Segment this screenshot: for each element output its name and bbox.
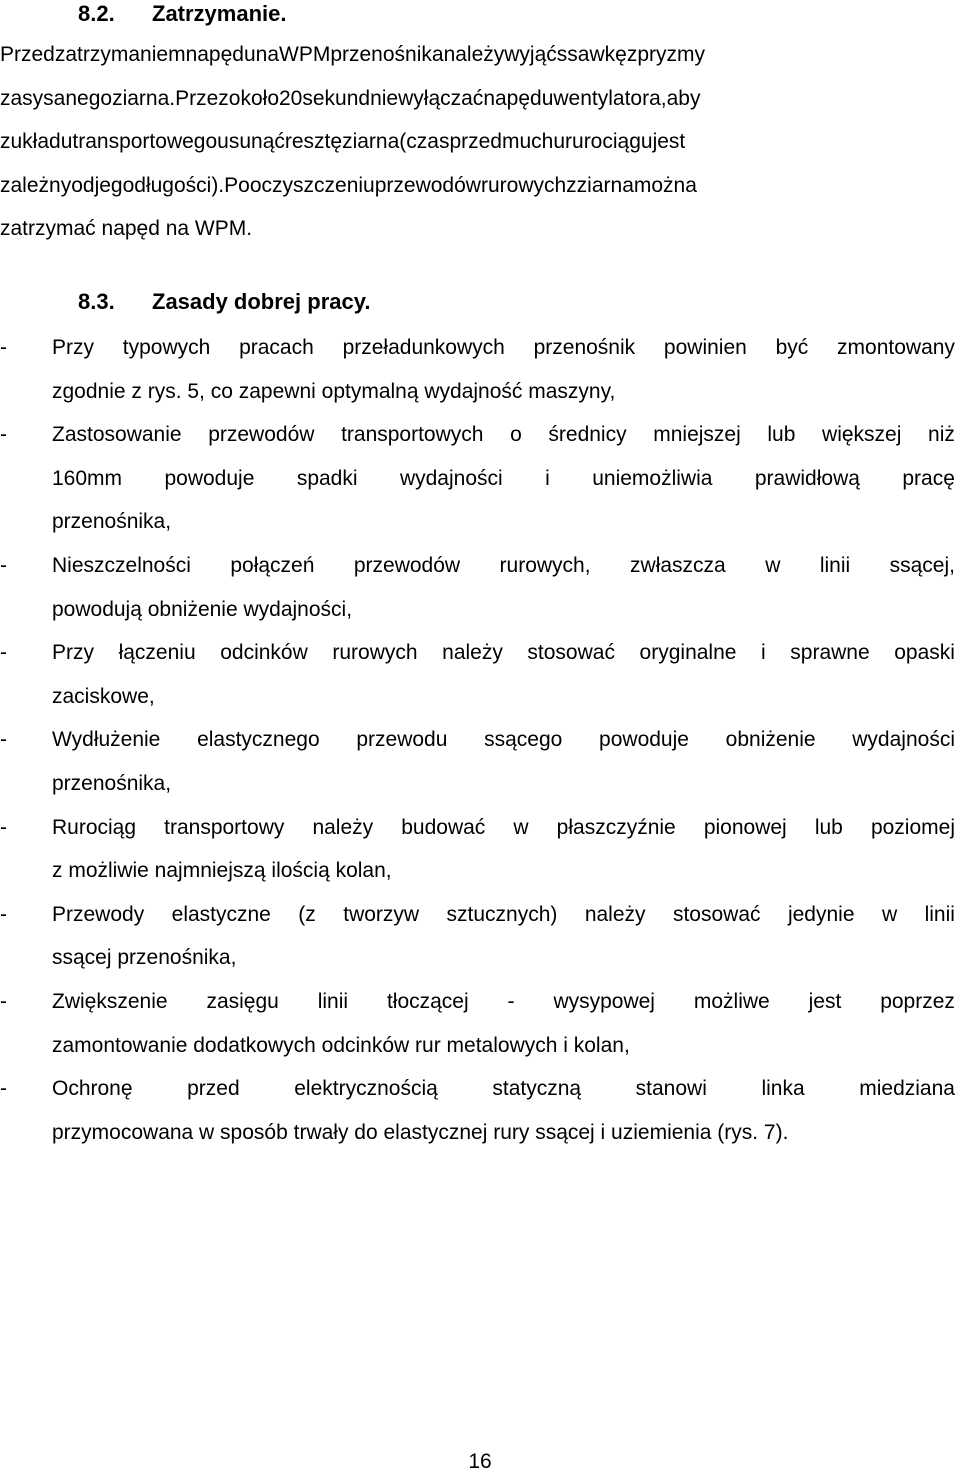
bullet-dash: -: [0, 336, 7, 359]
list-item: [0, 544, 955, 631]
list-item: [0, 1067, 955, 1154]
list-item: [0, 893, 955, 980]
list-item-line: Zwiększenie zasięgu linii tłoczącej - wysypowej możliwe jest poprzez: [52, 989, 955, 1013]
paragraph-line: zależnyodjegodługości).Pooczyszczeniuprzewodówrurowychzziarnamożna: [0, 173, 697, 197]
list-item-line: zgodnie z rys. 5, co zapewni optymalną wydajność maszyny,: [52, 379, 616, 403]
list-item: [0, 718, 955, 805]
list-item-line: Zastosowanie przewodów transportowych o średnicy mniejszej lub większej niż: [52, 423, 955, 447]
list-item-text: [52, 980, 955, 1067]
list-item-line: 160mm powoduje spadki wydajności i uniemożliwia prawidłową pracę: [52, 466, 955, 490]
section-title: Zasady dobrej pracy.: [152, 289, 371, 314]
list-item-line: ssącej przenośnika,: [52, 946, 237, 970]
list-item-line: zaciskowe,: [52, 684, 155, 708]
bullet-dash: -: [0, 641, 7, 665]
list-item-line: Przy typowych pracach przeładunkowych przenośnik powinien być zmontowany: [52, 336, 955, 359]
list-item-line: Nieszczelności połączeń przewodów rurowych, zwłaszcza w linii ssącej,: [52, 553, 955, 577]
list-item-line: zamontowanie dodatkowych odcinków rur metalowych i kolan,: [52, 1033, 630, 1057]
list-item-text: [52, 806, 955, 893]
section-heading-8-3: [78, 289, 370, 315]
section-heading-8-2: [78, 1, 287, 27]
list-item-text: [52, 1067, 955, 1154]
section-number: 8.3.: [78, 289, 115, 314]
bullet-dash: -: [0, 815, 7, 839]
bullet-dash: -: [0, 423, 7, 447]
good-practice-list: [0, 326, 955, 1154]
section-8-2-paragraph: [0, 33, 955, 251]
bullet-dash: -: [0, 902, 7, 926]
list-item-line: z możliwie najmniejszą ilością kolan,: [52, 859, 392, 883]
list-item-text: [52, 893, 955, 980]
list-item: [0, 980, 955, 1067]
list-item-text: [52, 326, 955, 413]
page-number: 16: [468, 1450, 492, 1473]
list-item-line: przenośnika,: [52, 771, 172, 795]
list-item-line: Przewody elastyczne (z tworzyw sztucznych) należy stosować jedynie w linii: [52, 902, 955, 926]
section-title: Zatrzymanie.: [152, 1, 287, 26]
list-item-text: [52, 631, 955, 718]
list-item-text: [52, 718, 955, 805]
list-item-line: Wydłużenie elastycznego przewodu ssącego powoduje obniżenie wydajności: [52, 728, 955, 752]
list-item-line: Rurociąg transportowy należy budować w płaszczyźnie pionowej lub poziomej: [52, 815, 955, 839]
bullet-dash: -: [0, 1077, 7, 1101]
bullet-dash: -: [0, 989, 7, 1013]
paragraph-line: zukładutransportowegousunąćresztęziarna(czasprzedmuchururociągujest: [0, 130, 686, 154]
list-item: [0, 413, 955, 544]
list-item-text: [52, 413, 955, 544]
paragraph-line: zatrzymać napęd na WPM.: [0, 217, 253, 241]
list-item-text: [52, 544, 955, 631]
list-item: [0, 806, 955, 893]
list-item: [0, 631, 955, 718]
list-item-line: przymocowana w sposób trwały do elastycznej rury ssącej i uziemienia (rys. 7).: [52, 1120, 789, 1144]
bullet-dash: -: [0, 553, 7, 577]
list-item-line: powodują obniżenie wydajności,: [52, 597, 353, 621]
section-number: 8.2.: [78, 1, 115, 26]
paragraph-line: zasysanegoziarna.Przezokoło20sekundniewyłączaćnapęduwentylatora,aby: [0, 86, 701, 110]
list-item-line: Przy łączeniu odcinków rurowych należy stosować oryginalne i sprawne opaski: [52, 641, 955, 665]
list-item-line: przenośnika,: [52, 510, 172, 534]
list-item: [0, 326, 955, 413]
list-item-line: Ochronę przed elektrycznością statyczną stanowi linka miedziana: [52, 1077, 955, 1101]
paragraph-line: PrzedzatrzymaniemnapędunaWPMprzenośnikanależywyjąćssawkęzpryzmy: [0, 43, 705, 66]
bullet-dash: -: [0, 728, 7, 752]
